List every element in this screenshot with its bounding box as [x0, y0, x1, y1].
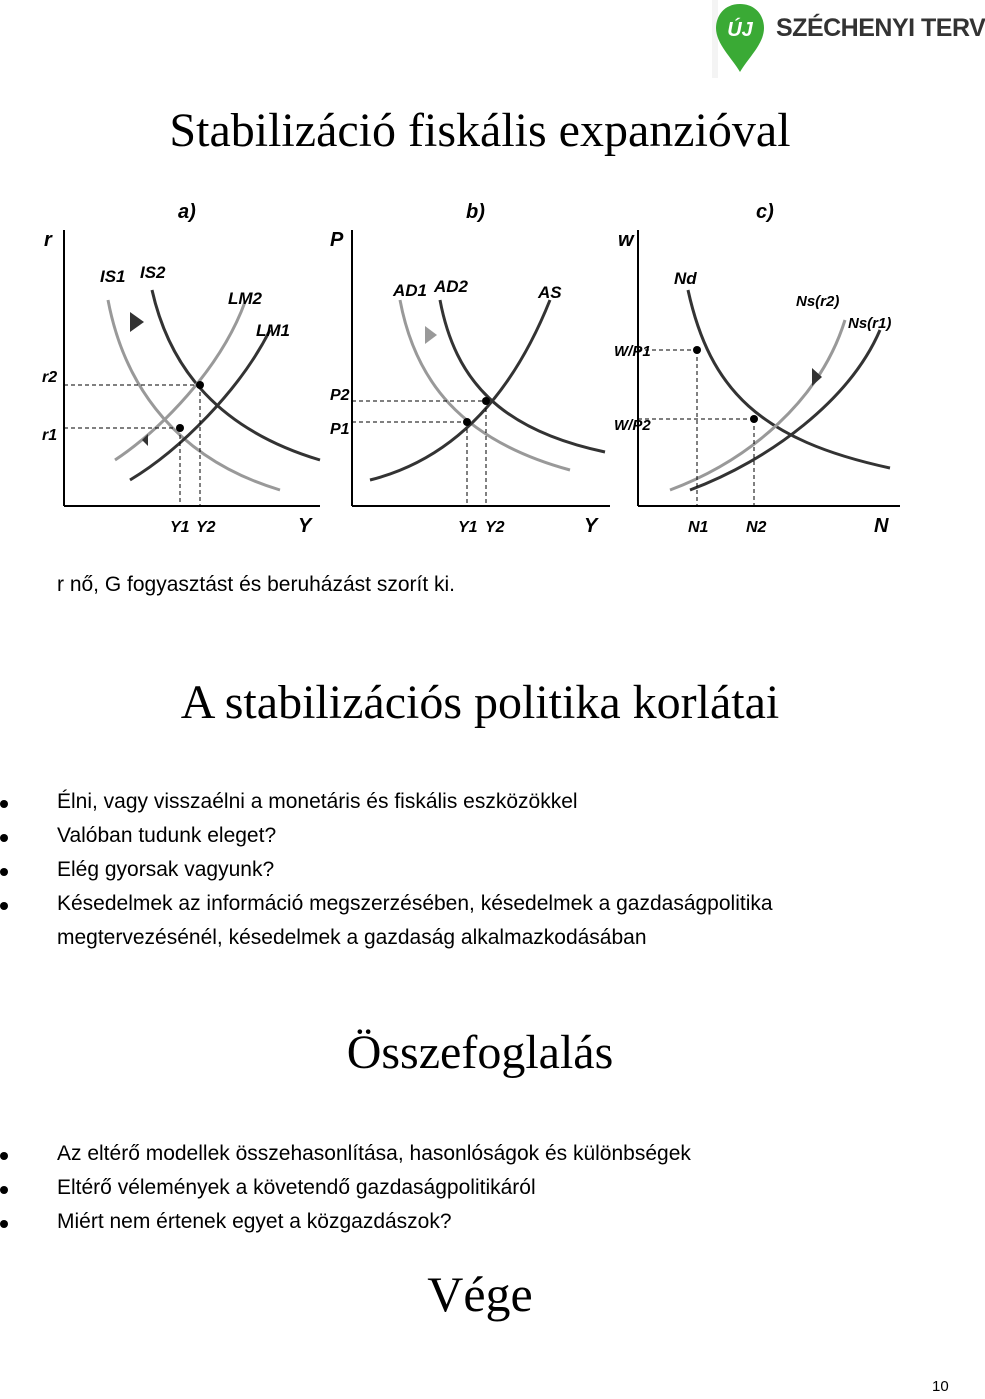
is-lm-ad-as-labor-figure: [30, 190, 930, 550]
section-title-summary: Összefoglalás: [346, 1026, 614, 1079]
bullet-dot-icon: [0, 834, 8, 842]
list-item: [0, 1137, 917, 1171]
tick-n1: N1: [688, 519, 709, 536]
panel-c: [614, 201, 900, 537]
curve-label-is2: IS2: [140, 263, 166, 282]
tick-b-y2: Y2: [485, 519, 505, 536]
panel-c-y-axis-label: w: [618, 229, 634, 251]
summary-bullet-list: [0, 1137, 917, 1239]
panel-a-y-axis-label: r: [44, 229, 52, 251]
tick-n2: N2: [746, 519, 767, 536]
list-item: [0, 819, 917, 853]
curve-label-ad2: AD2: [434, 277, 469, 296]
tick-w-p2: W/P2: [614, 417, 651, 434]
limits-bullet-list: [0, 785, 917, 955]
curve-label-lm1: LM1: [256, 321, 290, 340]
curve-label-ns-r2: Ns(r2): [796, 293, 840, 310]
list-item: [0, 853, 917, 887]
panel-b: [330, 201, 610, 537]
list-item-text: Késedelmek az információ megszerzésében, késedelmek a gazdaságpolitika megtervezésénél, késedelmek a gazdaság alkalmazkodásában: [57, 892, 773, 949]
logo-text: SZÉCHENYI TERV: [776, 14, 985, 42]
list-item-text: Valóban tudunk eleget?: [57, 824, 277, 847]
section-title-limits: A stabilizációs politika korlátai: [180, 676, 780, 729]
panel-c-label: c): [756, 201, 774, 223]
list-item: [0, 887, 917, 955]
curve-label-nd: Nd: [674, 269, 697, 288]
list-item-text: Az eltérő modellek összehasonlítása, hasonlóságok és különbségek: [57, 1142, 691, 1165]
section-title-stabilization: Stabilizáció fiskális expanzióval: [169, 104, 791, 157]
logo-badge: ÚJ: [727, 19, 753, 41]
panel-a-label: a): [178, 201, 196, 223]
tick-w-p1: W/P1: [614, 343, 651, 360]
bullet-dot-icon: [0, 1186, 8, 1194]
bullet-dot-icon: [0, 902, 8, 910]
tick-b-y1: Y1: [458, 519, 478, 536]
tick-p2: P2: [330, 387, 350, 404]
panel-a: [42, 201, 320, 537]
panel-c-x-axis-label: N: [874, 515, 889, 537]
figure-caption: r nő, G fogyasztást és beruházást szorít ki.: [57, 573, 456, 596]
list-item-text: Eltérő vélemények a követendő gazdaságpolitikáról: [57, 1176, 536, 1199]
panel-b-y-axis-label: P: [330, 229, 344, 251]
panel-a-x-axis-label: Y: [298, 515, 312, 537]
list-item: [0, 1205, 917, 1239]
curve-label-is1: IS1: [100, 267, 126, 286]
tick-p1: P1: [330, 421, 350, 438]
tick-r2: r2: [42, 369, 58, 386]
bullet-dot-icon: [0, 868, 8, 876]
tick-r1: r1: [42, 427, 58, 444]
curve-label-ad1: AD1: [393, 281, 428, 300]
list-item: [0, 785, 917, 819]
curve-label-as: AS: [538, 283, 562, 302]
list-item-text: Élni, vagy visszaélni a monetáris és fiskális eszközökkel: [57, 790, 578, 813]
list-item-text: Elég gyorsak vagyunk?: [57, 858, 275, 881]
curve-label-lm2: LM2: [228, 289, 262, 308]
page-number: 10: [932, 1378, 949, 1395]
panel-b-x-axis-label: Y: [584, 515, 598, 537]
bullet-dot-icon: [0, 800, 8, 808]
list-item: [0, 1171, 917, 1205]
list-item-text: Miért nem értenek egyet a közgazdászok?: [57, 1210, 452, 1233]
panel-b-label: b): [466, 201, 485, 223]
curve-label-ns-r1: Ns(r1): [848, 315, 892, 332]
bullet-dot-icon: [0, 1152, 8, 1160]
tick-a-y1: Y1: [170, 519, 190, 536]
section-title-end: Vége: [427, 1266, 533, 1322]
bullet-dot-icon: [0, 1220, 8, 1228]
tick-a-y2: Y2: [196, 519, 216, 536]
